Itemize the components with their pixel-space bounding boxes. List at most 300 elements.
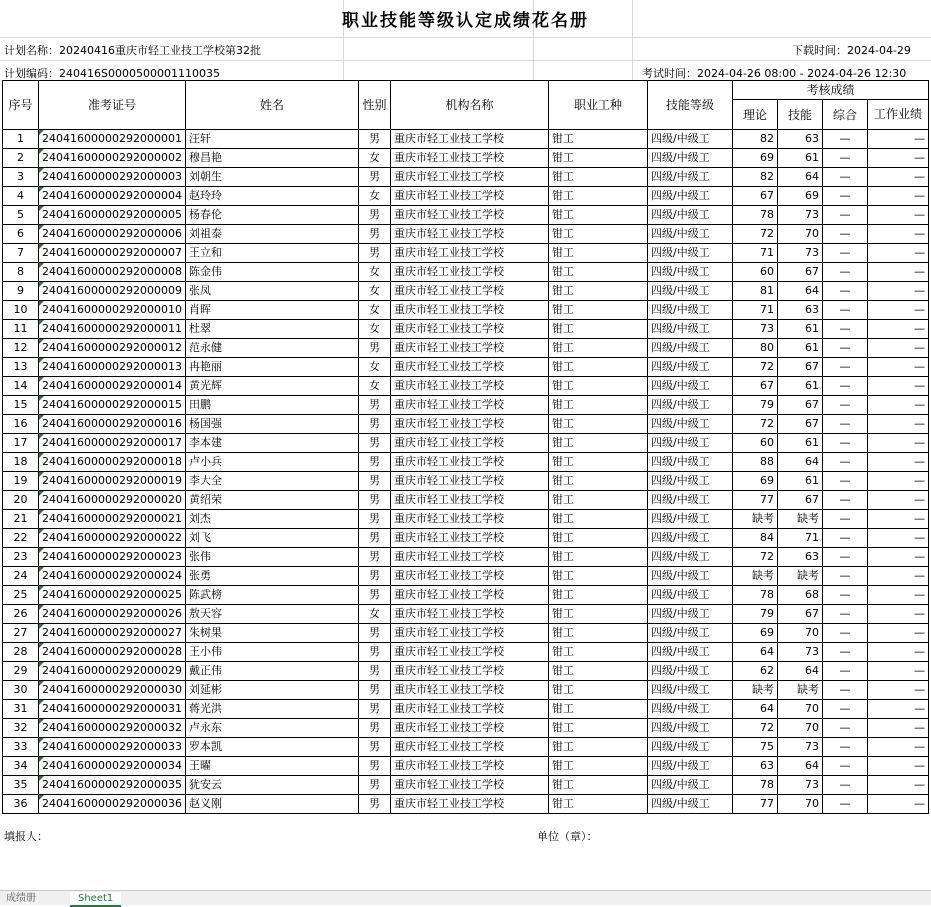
table-row — [3, 225, 929, 244]
row-level: 四级/中级工 — [647, 643, 732, 662]
row-work: — — [867, 415, 928, 434]
plan-code-value: 240416S0000500001110035 — [59, 67, 220, 80]
row-occupation: 钳工 — [548, 358, 647, 377]
row-gender: 男 — [358, 548, 390, 567]
row-overall: — — [822, 187, 867, 206]
row-occupation: 钳工 — [548, 491, 647, 510]
row-overall: — — [822, 700, 867, 719]
row-skill: 70 — [777, 795, 822, 814]
row-gender: 女 — [358, 187, 390, 206]
row-gender: 女 — [358, 605, 390, 624]
row-seq: 5 — [3, 206, 39, 225]
row-ticket: 24041600000292000012 — [39, 339, 186, 358]
row-name: 刘杰 — [185, 510, 358, 529]
row-level: 四级/中级工 — [647, 491, 732, 510]
header-ticket: 准考证号 — [39, 81, 186, 130]
row-work: — — [867, 358, 928, 377]
row-org: 重庆市轻工业技工学校 — [390, 396, 548, 415]
row-name: 王曜 — [185, 757, 358, 776]
row-seq: 34 — [3, 757, 39, 776]
row-name: 蒋光洪 — [185, 700, 358, 719]
row-work: — — [867, 795, 928, 814]
row-overall: — — [822, 624, 867, 643]
row-ticket: 24041600000292000025 — [39, 586, 186, 605]
row-skill: 67 — [777, 605, 822, 624]
row-ticket: 24041600000292000029 — [39, 662, 186, 681]
row-overall: — — [822, 377, 867, 396]
row-name: 王小伟 — [185, 643, 358, 662]
row-work: — — [867, 320, 928, 339]
row-overall: — — [822, 776, 867, 795]
row-seq: 15 — [3, 396, 39, 415]
row-overall: — — [822, 567, 867, 586]
row-name: 赵义刚 — [185, 795, 358, 814]
row-seq: 25 — [3, 586, 39, 605]
table-row — [3, 738, 929, 757]
row-skill: 63 — [777, 548, 822, 567]
row-org: 重庆市轻工业技工学校 — [390, 510, 548, 529]
row-work: — — [867, 643, 928, 662]
table-row — [3, 206, 929, 225]
row-skill: 68 — [777, 586, 822, 605]
row-theory: 71 — [732, 301, 777, 320]
row-occupation: 钳工 — [548, 453, 647, 472]
row-work: — — [867, 339, 928, 358]
row-level: 四级/中级工 — [647, 358, 732, 377]
row-occupation: 钳工 — [548, 586, 647, 605]
sheet-tab-2[interactable]: Sheet1 — [70, 892, 121, 907]
row-overall: — — [822, 282, 867, 301]
row-theory: 72 — [732, 548, 777, 567]
row-ticket: 24041600000292000032 — [39, 719, 186, 738]
row-seq: 20 — [3, 491, 39, 510]
row-level: 四级/中级工 — [647, 700, 732, 719]
row-overall: — — [822, 605, 867, 624]
row-name: 赵玲玲 — [185, 187, 358, 206]
row-work: — — [867, 263, 928, 282]
row-org: 重庆市轻工业技工学校 — [390, 149, 548, 168]
row-gender: 男 — [358, 244, 390, 263]
row-seq: 27 — [3, 624, 39, 643]
row-org: 重庆市轻工业技工学校 — [390, 700, 548, 719]
row-occupation: 钳工 — [548, 738, 647, 757]
row-org: 重庆市轻工业技工学校 — [390, 643, 548, 662]
row-theory: 67 — [732, 187, 777, 206]
table-row — [3, 548, 929, 567]
row-overall: — — [822, 491, 867, 510]
row-ticket: 24041600000292000030 — [39, 681, 186, 700]
sheet-tab-1[interactable]: 成绩册 — [6, 893, 36, 904]
row-occupation: 钳工 — [548, 282, 647, 301]
row-work: — — [867, 567, 928, 586]
row-skill: 缺考 — [777, 510, 822, 529]
row-org: 重庆市轻工业技工学校 — [390, 586, 548, 605]
row-theory: 缺考 — [732, 510, 777, 529]
row-ticket: 24041600000292000034 — [39, 757, 186, 776]
table-row — [3, 168, 929, 187]
row-level: 四级/中级工 — [647, 719, 732, 738]
row-overall: — — [822, 244, 867, 263]
row-gender: 男 — [358, 624, 390, 643]
row-occupation: 钳工 — [548, 624, 647, 643]
download-time — [792, 42, 911, 58]
row-occupation: 钳工 — [548, 719, 647, 738]
row-gender: 男 — [358, 643, 390, 662]
row-overall: — — [822, 662, 867, 681]
header-occupation: 职业工种 — [548, 81, 647, 130]
row-level: 四级/中级工 — [647, 757, 732, 776]
header-name: 姓名 — [185, 81, 358, 130]
row-level: 四级/中级工 — [647, 434, 732, 453]
exam-time — [642, 65, 906, 81]
header-work: 工作业绩 — [867, 100, 928, 130]
row-seq: 33 — [3, 738, 39, 757]
row-theory: 77 — [732, 491, 777, 510]
row-gender: 男 — [358, 453, 390, 472]
row-occupation: 钳工 — [548, 377, 647, 396]
row-overall: — — [822, 130, 867, 149]
row-seq: 28 — [3, 643, 39, 662]
unit-label: 单位（章）： — [537, 830, 598, 843]
row-org: 重庆市轻工业技工学校 — [390, 776, 548, 795]
row-org: 重庆市轻工业技工学校 — [390, 168, 548, 187]
row-org: 重庆市轻工业技工学校 — [390, 282, 548, 301]
row-org: 重庆市轻工业技工学校 — [390, 187, 548, 206]
row-ticket: 24041600000292000033 — [39, 738, 186, 757]
row-seq: 10 — [3, 301, 39, 320]
row-occupation: 钳工 — [548, 434, 647, 453]
row-level: 四级/中级工 — [647, 168, 732, 187]
score-table — [2, 80, 929, 814]
row-level: 四级/中级工 — [647, 339, 732, 358]
table-row — [3, 282, 929, 301]
row-level: 四级/中级工 — [647, 282, 732, 301]
row-work: — — [867, 510, 928, 529]
row-gender: 男 — [358, 776, 390, 795]
row-ticket: 24041600000292000027 — [39, 624, 186, 643]
row-org: 重庆市轻工业技工学校 — [390, 567, 548, 586]
row-skill: 64 — [777, 757, 822, 776]
row-level: 四级/中级工 — [647, 244, 732, 263]
row-seq: 1 — [3, 130, 39, 149]
row-theory: 81 — [732, 282, 777, 301]
row-work: — — [867, 586, 928, 605]
row-level: 四级/中级工 — [647, 187, 732, 206]
row-level: 四级/中级工 — [647, 795, 732, 814]
row-seq: 13 — [3, 358, 39, 377]
row-gender: 男 — [358, 491, 390, 510]
row-occupation: 钳工 — [548, 605, 647, 624]
row-theory: 缺考 — [732, 681, 777, 700]
row-skill: 70 — [777, 700, 822, 719]
row-overall: — — [822, 263, 867, 282]
row-name: 李大全 — [185, 472, 358, 491]
row-overall: — — [822, 339, 867, 358]
row-name: 汪轩 — [185, 130, 358, 149]
row-overall: — — [822, 434, 867, 453]
row-theory: 60 — [732, 263, 777, 282]
row-name: 卢永东 — [185, 719, 358, 738]
row-ticket: 24041600000292000031 — [39, 700, 186, 719]
row-theory: 69 — [732, 624, 777, 643]
row-work: — — [867, 130, 928, 149]
row-theory: 75 — [732, 738, 777, 757]
row-gender: 男 — [358, 130, 390, 149]
row-gender: 女 — [358, 282, 390, 301]
row-ticket: 24041600000292000023 — [39, 548, 186, 567]
grid-line — [0, 37, 931, 38]
row-name: 杨春伦 — [185, 206, 358, 225]
row-occupation: 钳工 — [548, 776, 647, 795]
row-overall: — — [822, 529, 867, 548]
row-seq: 36 — [3, 795, 39, 814]
row-gender: 女 — [358, 358, 390, 377]
row-level: 四级/中级工 — [647, 681, 732, 700]
row-skill: 67 — [777, 263, 822, 282]
table-row — [3, 339, 929, 358]
row-ticket: 24041600000292000035 — [39, 776, 186, 795]
row-org: 重庆市轻工业技工学校 — [390, 130, 548, 149]
plan-name-label: 计划名称： — [4, 44, 59, 57]
row-level: 四级/中级工 — [647, 320, 732, 339]
row-gender: 男 — [358, 529, 390, 548]
row-theory: 72 — [732, 358, 777, 377]
table-row — [3, 681, 929, 700]
row-theory: 69 — [732, 149, 777, 168]
table-row — [3, 453, 929, 472]
row-level: 四级/中级工 — [647, 624, 732, 643]
row-seq: 11 — [3, 320, 39, 339]
table-row — [3, 301, 929, 320]
table-row — [3, 491, 929, 510]
row-work: — — [867, 149, 928, 168]
row-work: — — [867, 282, 928, 301]
table-row — [3, 187, 929, 206]
header-overall: 综合 — [822, 100, 867, 130]
row-theory: 64 — [732, 643, 777, 662]
table-row — [3, 320, 929, 339]
row-ticket: 24041600000292000020 — [39, 491, 186, 510]
row-gender: 男 — [358, 339, 390, 358]
row-gender: 女 — [358, 149, 390, 168]
row-theory: 78 — [732, 206, 777, 225]
row-org: 重庆市轻工业技工学校 — [390, 491, 548, 510]
row-seq: 17 — [3, 434, 39, 453]
row-level: 四级/中级工 — [647, 738, 732, 757]
row-skill: 63 — [777, 130, 822, 149]
row-name: 穆昌艳 — [185, 149, 358, 168]
row-work: — — [867, 681, 928, 700]
row-gender: 男 — [358, 681, 390, 700]
row-gender: 男 — [358, 472, 390, 491]
plan-name-value: 20240416重庆市轻工业技工学校第32批 — [59, 44, 261, 57]
row-overall: — — [822, 548, 867, 567]
row-seq: 35 — [3, 776, 39, 795]
header-seq: 序号 — [3, 81, 39, 130]
header-theory: 理论 — [732, 100, 777, 130]
row-level: 四级/中级工 — [647, 149, 732, 168]
row-occupation: 钳工 — [548, 510, 647, 529]
row-name: 戴正伟 — [185, 662, 358, 681]
row-seq: 6 — [3, 225, 39, 244]
row-level: 四级/中级工 — [647, 396, 732, 415]
row-seq: 2 — [3, 149, 39, 168]
table-row — [3, 662, 929, 681]
table-row — [3, 263, 929, 282]
row-seq: 8 — [3, 263, 39, 282]
row-org: 重庆市轻工业技工学校 — [390, 662, 548, 681]
row-occupation: 钳工 — [548, 187, 647, 206]
row-skill: 61 — [777, 320, 822, 339]
plan-name — [4, 42, 261, 58]
row-skill: 73 — [777, 738, 822, 757]
exam-time-label: 考试时间： — [642, 67, 697, 80]
row-org: 重庆市轻工业技工学校 — [390, 263, 548, 282]
row-gender: 男 — [358, 738, 390, 757]
row-level: 四级/中级工 — [647, 586, 732, 605]
row-work: — — [867, 225, 928, 244]
row-ticket: 24041600000292000011 — [39, 320, 186, 339]
row-org: 重庆市轻工业技工学校 — [390, 605, 548, 624]
row-org: 重庆市轻工业技工学校 — [390, 320, 548, 339]
row-skill: 73 — [777, 776, 822, 795]
row-occupation: 钳工 — [548, 529, 647, 548]
row-skill: 64 — [777, 282, 822, 301]
table-row — [3, 434, 929, 453]
row-work: — — [867, 738, 928, 757]
row-seq: 14 — [3, 377, 39, 396]
row-theory: 缺考 — [732, 567, 777, 586]
row-work: — — [867, 453, 928, 472]
row-name: 肖晖 — [185, 301, 358, 320]
filler-label: 填报人： — [4, 830, 48, 843]
row-occupation: 钳工 — [548, 757, 647, 776]
row-name: 黄绍荣 — [185, 491, 358, 510]
row-seq: 22 — [3, 529, 39, 548]
download-time-label: 下载时间： — [792, 44, 847, 57]
row-work: — — [867, 206, 928, 225]
row-work: — — [867, 662, 928, 681]
row-occupation: 钳工 — [548, 320, 647, 339]
row-theory: 64 — [732, 700, 777, 719]
exam-time-value: 2024-04-26 08:00 - 2024-04-26 12:30 — [697, 67, 907, 80]
row-ticket: 24041600000292000003 — [39, 168, 186, 187]
row-level: 四级/中级工 — [647, 567, 732, 586]
row-name: 刘祖泰 — [185, 225, 358, 244]
row-skill: 63 — [777, 301, 822, 320]
row-theory: 82 — [732, 130, 777, 149]
row-theory: 73 — [732, 320, 777, 339]
row-work: — — [867, 244, 928, 263]
row-name: 朱树果 — [185, 624, 358, 643]
row-occupation: 钳工 — [548, 130, 647, 149]
row-name: 杨国强 — [185, 415, 358, 434]
row-ticket: 24041600000292000036 — [39, 795, 186, 814]
grid-line — [0, 60, 931, 61]
row-ticket: 24041600000292000014 — [39, 377, 186, 396]
row-occupation: 钳工 — [548, 339, 647, 358]
row-work: — — [867, 491, 928, 510]
row-overall: — — [822, 206, 867, 225]
row-work: — — [867, 472, 928, 491]
row-seq: 19 — [3, 472, 39, 491]
download-time-value: 2024-04-29 — [847, 44, 911, 57]
row-overall: — — [822, 757, 867, 776]
row-ticket: 24041600000292000026 — [39, 605, 186, 624]
row-level: 四级/中级工 — [647, 529, 732, 548]
row-skill: 73 — [777, 643, 822, 662]
row-name: 黄光辉 — [185, 377, 358, 396]
row-occupation: 钳工 — [548, 681, 647, 700]
table-row — [3, 567, 929, 586]
table-body — [3, 130, 929, 814]
row-theory: 84 — [732, 529, 777, 548]
row-ticket: 24041600000292000002 — [39, 149, 186, 168]
row-skill: 64 — [777, 662, 822, 681]
row-work: — — [867, 548, 928, 567]
row-seq: 7 — [3, 244, 39, 263]
row-ticket: 24041600000292000021 — [39, 510, 186, 529]
table-row — [3, 244, 929, 263]
sheet-tab-bar — [0, 890, 931, 905]
header-gender: 性别 — [358, 81, 390, 130]
row-name: 杜翠 — [185, 320, 358, 339]
row-name: 刘朝生 — [185, 168, 358, 187]
row-name: 罗本凯 — [185, 738, 358, 757]
table-row — [3, 130, 929, 149]
row-level: 四级/中级工 — [647, 510, 732, 529]
row-theory: 62 — [732, 662, 777, 681]
row-theory: 79 — [732, 605, 777, 624]
row-work: — — [867, 529, 928, 548]
row-work: — — [867, 396, 928, 415]
row-org: 重庆市轻工业技工学校 — [390, 624, 548, 643]
row-org: 重庆市轻工业技工学校 — [390, 358, 548, 377]
row-seq: 29 — [3, 662, 39, 681]
row-gender: 男 — [358, 567, 390, 586]
row-work: — — [867, 187, 928, 206]
row-level: 四级/中级工 — [647, 662, 732, 681]
row-gender: 男 — [358, 757, 390, 776]
row-level: 四级/中级工 — [647, 377, 732, 396]
row-overall: — — [822, 168, 867, 187]
page-title: 职业技能等级认定成绩花名册 — [342, 11, 589, 31]
row-ticket: 24041600000292000018 — [39, 453, 186, 472]
row-ticket: 24041600000292000006 — [39, 225, 186, 244]
row-seq: 12 — [3, 339, 39, 358]
row-name: 范永健 — [185, 339, 358, 358]
table-row — [3, 700, 929, 719]
row-name: 敖天容 — [185, 605, 358, 624]
row-name: 李本建 — [185, 434, 358, 453]
row-gender: 男 — [358, 168, 390, 187]
row-occupation: 钳工 — [548, 206, 647, 225]
row-work: — — [867, 168, 928, 187]
row-occupation: 钳工 — [548, 263, 647, 282]
row-seq: 21 — [3, 510, 39, 529]
table-row — [3, 795, 929, 814]
row-work: — — [867, 605, 928, 624]
row-seq: 16 — [3, 415, 39, 434]
row-seq: 9 — [3, 282, 39, 301]
row-level: 四级/中级工 — [647, 776, 732, 795]
row-org: 重庆市轻工业技工学校 — [390, 529, 548, 548]
row-ticket: 24041600000292000028 — [39, 643, 186, 662]
row-org: 重庆市轻工业技工学校 — [390, 738, 548, 757]
row-occupation: 钳工 — [548, 168, 647, 187]
row-occupation: 钳工 — [548, 225, 647, 244]
row-level: 四级/中级工 — [647, 263, 732, 282]
